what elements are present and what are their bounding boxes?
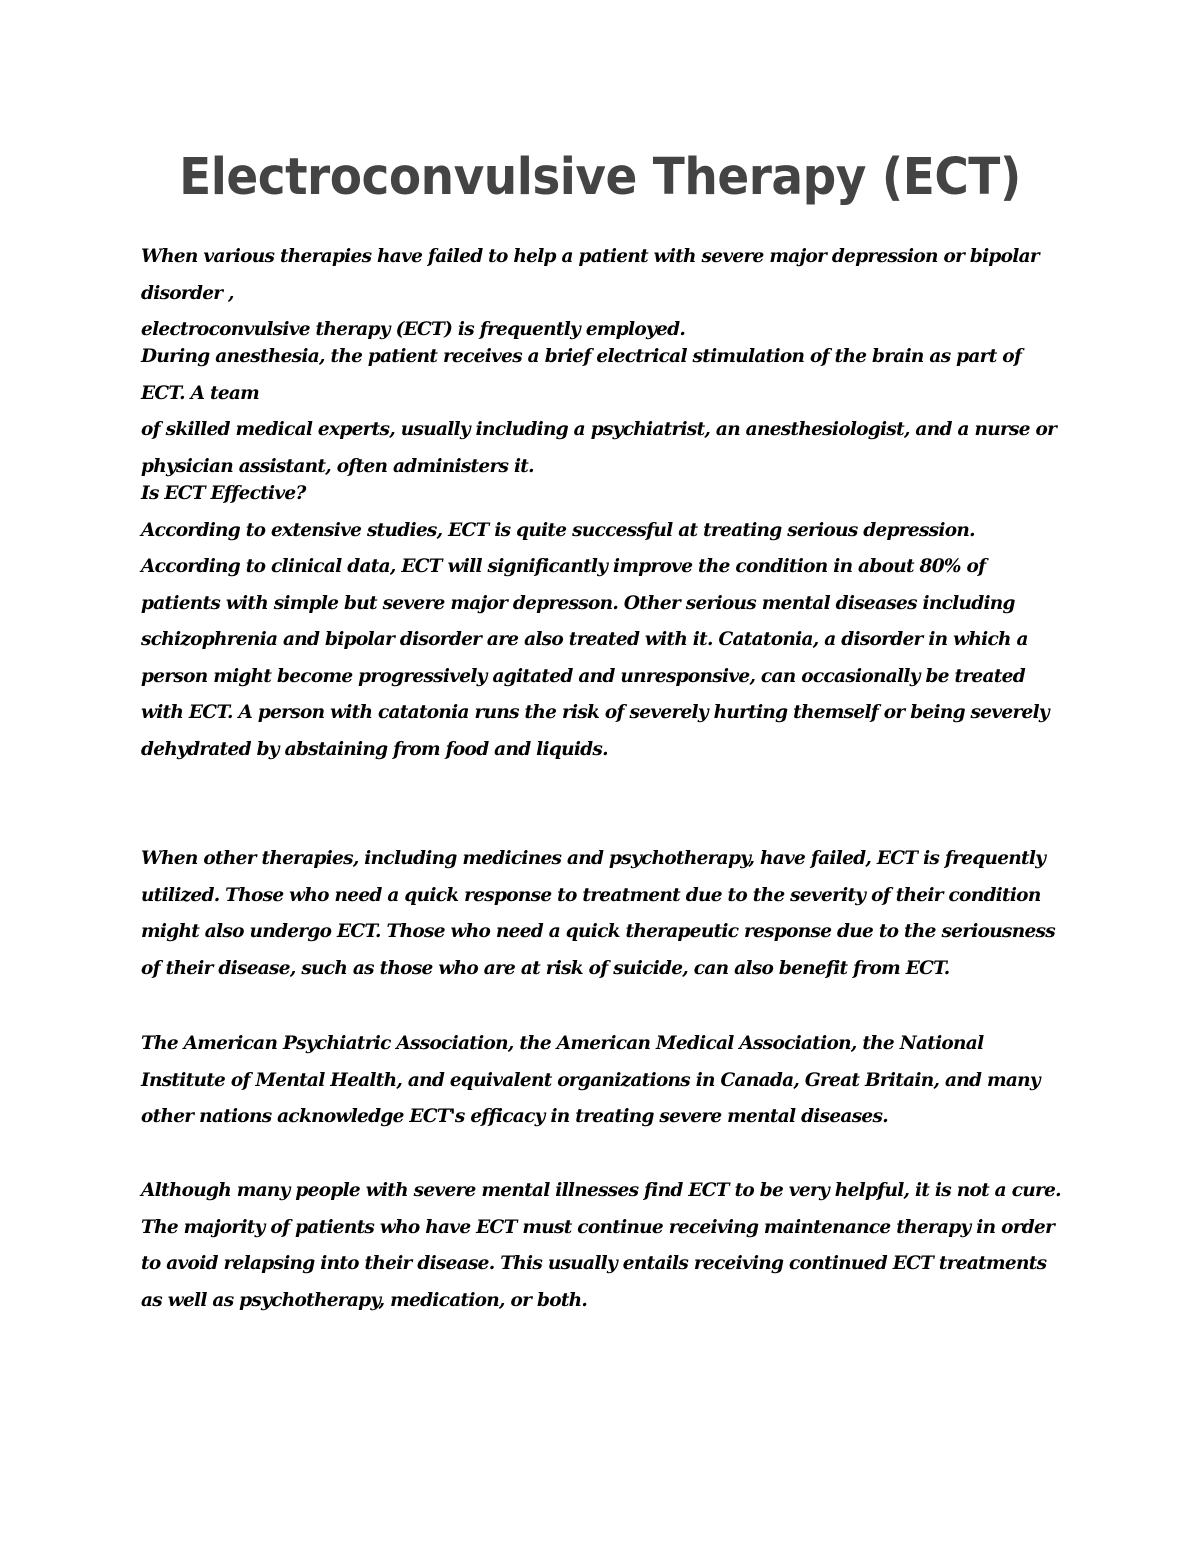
paragraph-effectiveness: Is ECT Effective? According to extensive studies, ECT is quite successful at treating serious depression. According to clinical data, ECT will significantly improve the condition in about 80% of patients with simple but severe major depresson. Other serious mental diseases including schizophrenia and bipolar disorder are also treated with it. Catatonia, a disorder in which a person might become progressively agitated and unresponsive, can occasionally be treated with ECT. A person with catatonia runs the risk of severely hurting themself or being severely dehydrated by abstaining from food and liquids. xyxy=(141,483,1049,760)
paragraph-intro: When various therapies have failed to help a patient with severe major depression or bipolar disorder , electroconvulsive therapy (ECT) is frequently employed. xyxy=(141,246,1039,340)
paragraph-usage: When other therapies, including medicines and psychotherapy, have failed, ECT is frequently utilized. Those who need a quick response to treatment due to the severity of their condition might also undergo ECT. Those who need a quick therapeutic response due to the seriousness of their disease, such as those who are at risk of suicide, can also benefit from ECT. xyxy=(141,848,1055,979)
paragraph-maintenance: Although many people with severe mental illnesses find ECT to be very helpful, it is not a cure. The majority of patients who have ECT must continue receiving maintenance therapy in order to avoid relapsing into their disease. This usually entails receiving continued ECT treatments as well as psychotherapy, medication, or both. xyxy=(141,1180,1061,1311)
document-title: Electroconvulsive Therapy (ECT) xyxy=(179,147,1021,208)
paragraph-endorsements: The American Psychiatric Association, the American Medical Association, the National Institute of Mental Health, and equivalent organizations in Canada, Great Britain, and many other nations acknowledge ECT's efficacy in treating severe mental diseases. xyxy=(141,1033,1040,1127)
paragraph-procedure: During anesthesia, the patient receives a brief electrical stimulation of the brain as part of ECT. A team of skilled medical experts, usually including a psychiatrist, an anesthesiologist, and a nurse or physician assistant, often administers it. xyxy=(141,346,1057,477)
